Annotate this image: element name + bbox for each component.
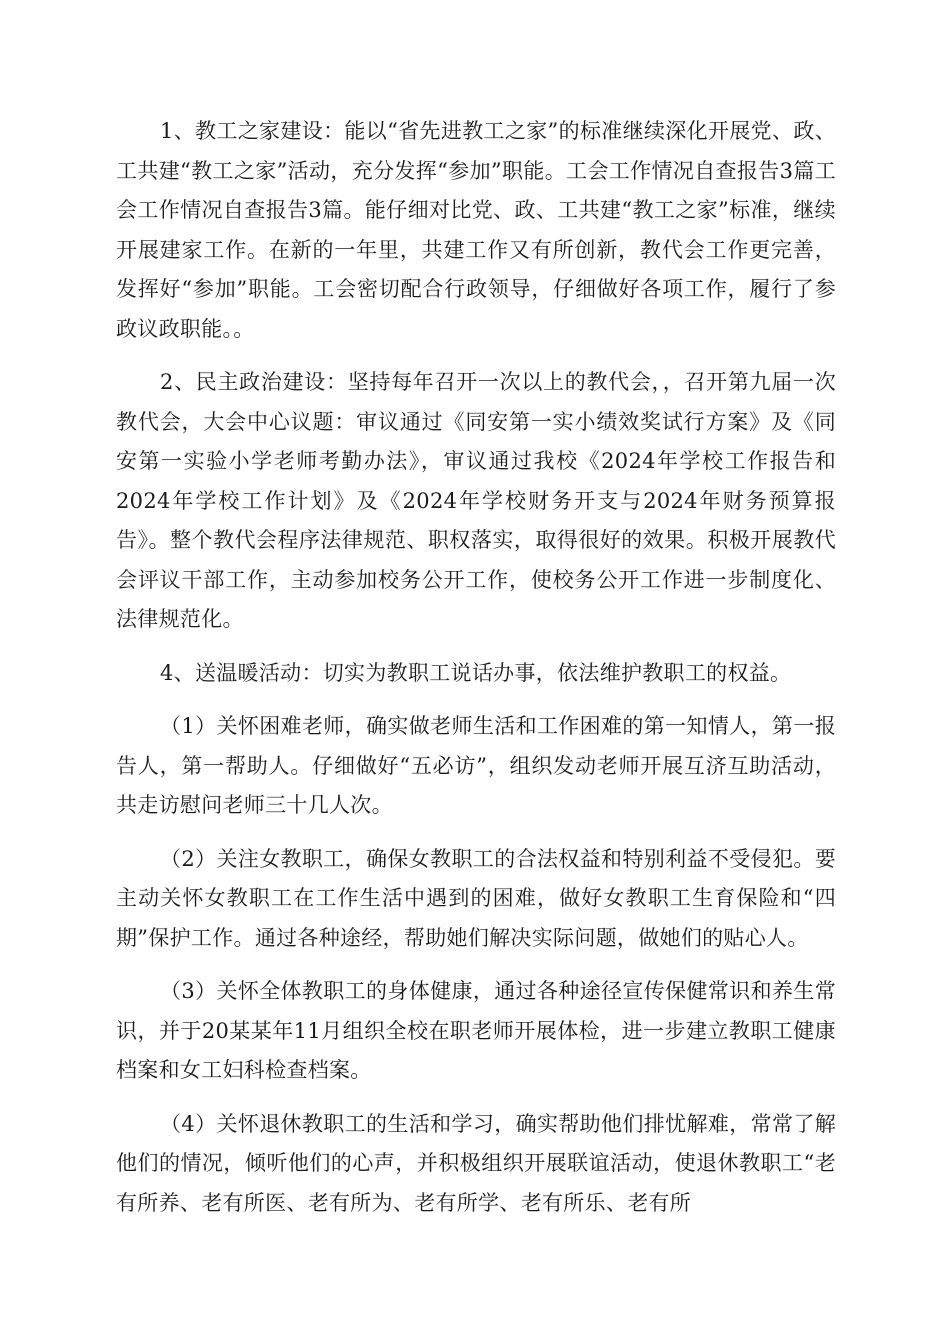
- paragraph-democratic-politics: 2、民主政治建设：坚持每年召开一次以上的教代会，，召开第九届一次教代会，大会中心议题：审议通过《同安第一实小绩效奖试行方案》及《同安第一实验小学老师考勤办法》，审议通过我校《2024年学校工作报告和2024年学校工作计划》及《2024年学校财务开支与2024年财务预算报告》。整个教代会程序法律规范、职权落实，取得很好的效果。积极开展教代会评议干部工作，主动参加校务公开工作，使校务公开工作进一步制度化、法律规范化。: [116, 370, 836, 631]
- paragraph-warmth-activity: 4、送温暖活动：切实为教职工说话办事，依法维护教职工的权益。: [160, 660, 792, 685]
- paragraph-teachers-home: 1、教工之家建设：能以“省先进教工之家”的标准继续深化开展党、政、工共建“教工之家”活动，充分发挥“参加”职能。工会工作情况自查报告3篇工会工作情况自查报告3篇。能仔细对比党、政、工共建“教工之家”标准，继续开展建家工作。在新的一年里，共建工作又有所创新，教代会工作更完善，发挥好“参加”职能。工会密切配合行政领导，仔细做好各项工作，履行了参政议政职能。。: [116, 119, 836, 341]
- paragraph-item-4-retired-staff: （4）关怀退休教职工的生活和学习，确实帮助他们排忧解难，常常了解他们的情况，倾听他们的心声，并积极组织开展联谊活动，使退休教职工“老有所养、老有所医、老有所为、老有所学、老有所乐、老有所: [116, 1111, 836, 1215]
- paragraph-item-2-female-staff: （2）关注女教职工，确保女教职工的合法权益和特别利益不受侵犯。要主动关怀女教职工在工作生活中遇到的困难，做好女教职工生育保险和“四期”保护工作。通过各种途经，帮助她们解决实际问题，做她们的贴心人。: [116, 846, 836, 950]
- document-body: [116, 112, 836, 1237]
- paragraph-item-3-health: （3）关怀全体教职工的身体健康，通过各种途径宣传保健常识和养生常识，并于20某某年11月组织全校在职老师开展体检，进一步建立教职工健康档案和女工妇科检查档案。: [116, 979, 836, 1082]
- paragraph-item-1-difficult-teachers: （1）关怀困难老师，确实做老师生活和工作困难的第一知情人，第一报告人，第一帮助人。仔细做好“五必访”，组织发动老师开展互济互助活动，共走访慰问老师三十几人次。: [116, 714, 836, 817]
